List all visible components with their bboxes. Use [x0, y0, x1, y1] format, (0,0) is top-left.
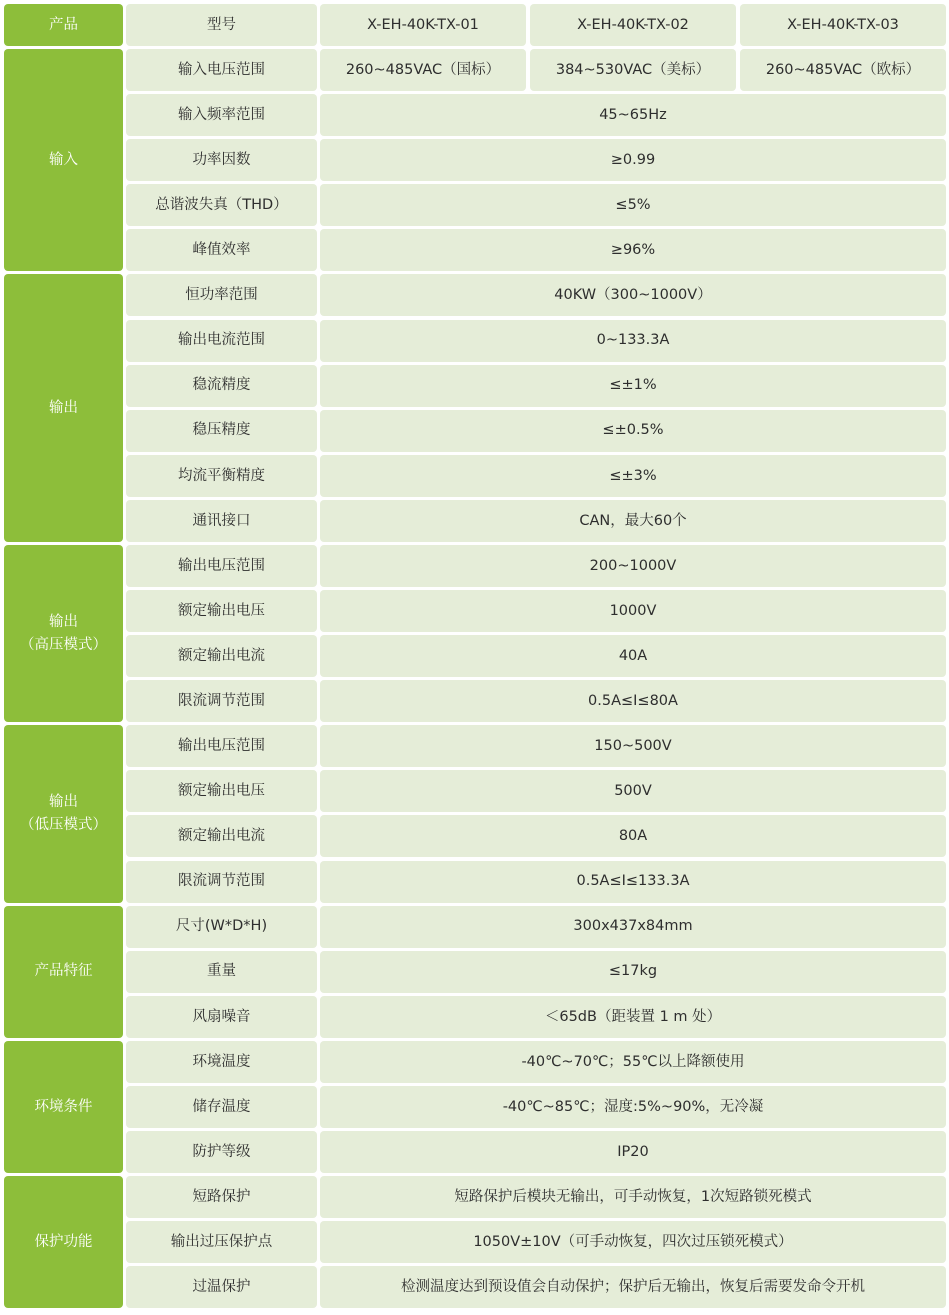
- row-value: 200~1000V: [320, 545, 946, 587]
- row-value: ≤±3%: [320, 455, 946, 497]
- row-label: 重量: [126, 951, 317, 993]
- row-value: 40KW（300~1000V）: [320, 274, 946, 316]
- row-label: 输入电压范围: [126, 49, 317, 91]
- row-value: IP20: [320, 1131, 946, 1173]
- section-title-line: 保护功能: [34, 1233, 93, 1250]
- section-title-4: [4, 725, 123, 902]
- section-subtitle-line: （高压模式）: [20, 636, 107, 653]
- row-label: 稳流精度: [126, 365, 317, 407]
- section-title-2: [4, 274, 123, 541]
- section-title-line: 环境条件: [34, 1098, 93, 1115]
- row-label: 输出电流范围: [126, 320, 317, 362]
- row-label: 额定输出电压: [126, 770, 317, 812]
- row-label: 额定输出电流: [126, 815, 317, 857]
- row-label: 风扇噪音: [126, 996, 317, 1038]
- row-value: ≤±0.5%: [320, 410, 946, 452]
- row-label: 输出过压保护点: [126, 1221, 317, 1263]
- section-title-3: [4, 545, 123, 722]
- row-label: 短路保护: [126, 1176, 317, 1218]
- row-value: -40℃~70℃；55℃以上降额使用: [320, 1041, 946, 1083]
- row-value: ＜65dB（距装置 1 m 处）: [320, 996, 946, 1038]
- section-title-line: 输出: [49, 399, 78, 416]
- header-model-3: X-EH-40K-TX-03: [740, 4, 946, 46]
- row-label: 储存温度: [126, 1086, 317, 1128]
- row-value: 短路保护后模块无输出，可手动恢复，1次短路锁死模式: [320, 1176, 946, 1218]
- row-label: 通讯接口: [126, 500, 317, 542]
- section-title-7: [4, 1176, 123, 1308]
- row-label: 环境温度: [126, 1041, 317, 1083]
- row-value: 150~500V: [320, 725, 946, 767]
- row-value: 40A: [320, 635, 946, 677]
- row-value: ≤5%: [320, 184, 946, 226]
- section-title-line: 输出: [49, 614, 78, 631]
- row-value: ≤17kg: [320, 951, 946, 993]
- section-title-6: [4, 1041, 123, 1173]
- row-label: 输入频率范围: [126, 94, 317, 136]
- row-label: 稳压精度: [126, 410, 317, 452]
- row-label: 限流调节范围: [126, 861, 317, 903]
- section-subtitle-line: （低压模式）: [20, 816, 107, 833]
- section-title-1: [4, 49, 123, 271]
- header-product-cell: 产品: [4, 4, 123, 46]
- row-value: ≥96%: [320, 229, 946, 271]
- row-label: 峰值效率: [126, 229, 317, 271]
- row-value: 500V: [320, 770, 946, 812]
- row-value: 45~65Hz: [320, 94, 946, 136]
- row-label: 输出电压范围: [126, 545, 317, 587]
- row-label: 输出电压范围: [126, 725, 317, 767]
- row-label: 额定输出电流: [126, 635, 317, 677]
- row-value: ≤±1%: [320, 365, 946, 407]
- section-title-line: 产品特征: [34, 963, 93, 980]
- row-value: -40℃~85℃；湿度:5%~90%，无冷凝: [320, 1086, 946, 1128]
- row-value: CAN，最大60个: [320, 500, 946, 542]
- row-label: 总谐波失真（THD）: [126, 184, 317, 226]
- row-value: 0~133.3A: [320, 320, 946, 362]
- row-value: 300x437x84mm: [320, 906, 946, 948]
- section-title-5: [4, 906, 123, 1038]
- header-model-cell: 型号: [126, 4, 317, 46]
- row-value: 1050V±10V（可手动恢复，四次过压锁死模式）: [320, 1221, 946, 1263]
- row-value-model-1: 260~485VAC（国标）: [320, 49, 526, 91]
- header-model-1: X-EH-40K-TX-01: [320, 4, 526, 46]
- section-title-line: 输入: [49, 152, 78, 168]
- header-model-2: X-EH-40K-TX-02: [530, 4, 736, 46]
- row-value-model-2: 384~530VAC（美标）: [530, 49, 736, 91]
- row-label: 过温保护: [126, 1266, 317, 1308]
- row-label: 额定输出电压: [126, 590, 317, 632]
- section-title-line: 输出: [49, 794, 78, 811]
- row-value: ≥0.99: [320, 139, 946, 181]
- row-value: 检测温度达到预设值会自动保护；保护后无输出，恢复后需要发命令开机: [320, 1266, 946, 1308]
- row-label: 功率因数: [126, 139, 317, 181]
- row-label: 恒功率范围: [126, 274, 317, 316]
- row-value: 80A: [320, 815, 946, 857]
- row-value: 0.5A≤I≤80A: [320, 680, 946, 722]
- row-value: 1000V: [320, 590, 946, 632]
- row-value-model-3: 260~485VAC（欧标）: [740, 49, 946, 91]
- row-label: 限流调节范围: [126, 680, 317, 722]
- row-label: 防护等级: [126, 1131, 317, 1173]
- row-label: 尺寸(W*D*H): [126, 906, 317, 948]
- row-value: 0.5A≤I≤133.3A: [320, 861, 946, 903]
- row-label: 均流平衡精度: [126, 455, 317, 497]
